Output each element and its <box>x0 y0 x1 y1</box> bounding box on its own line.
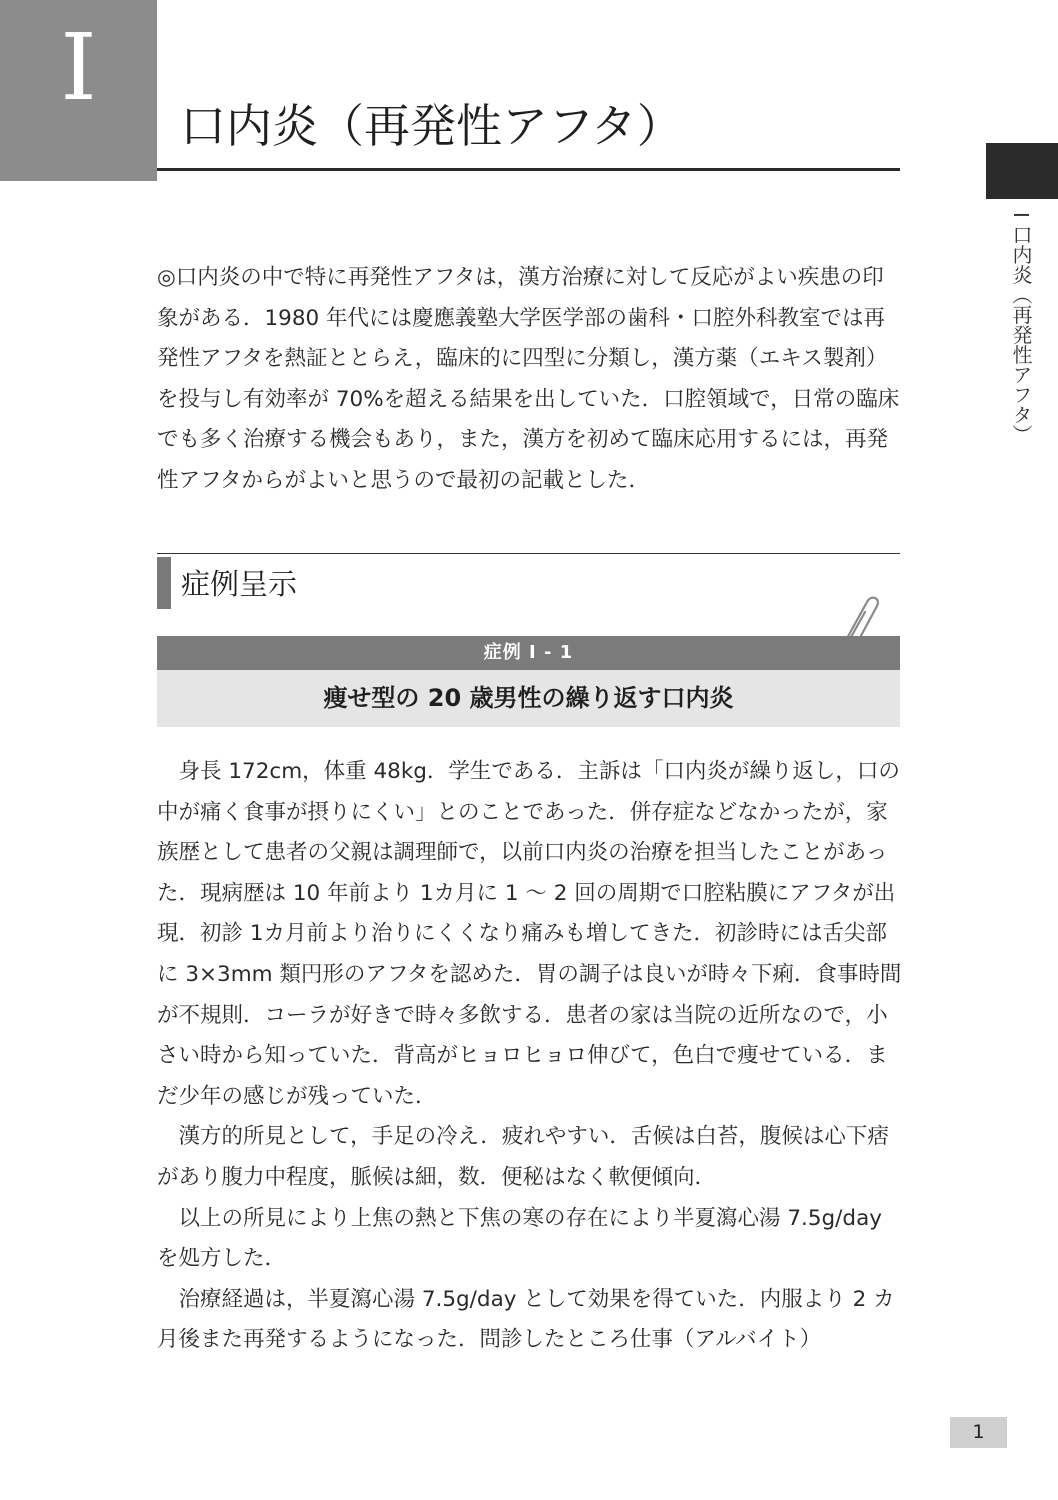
chapter-numeral: I <box>60 14 97 121</box>
section-rule <box>157 553 900 554</box>
intro-paragraph: ◎口内炎の中で特に再発性アフタは，漢方治療に対して反応がよい疾患の印象がある．1980 年代には慶應義塾大学医学部の歯科・口腔外科教室では再発性アフタを熱証ととらえ，臨床的に四型に分類し，漢方薬（エキス製剤）を投与し有効率が 70%を超える結果を出していた．口腔領域で，日常の臨床でも多く治療する機会もあり，また，漢方を初めて臨床応用するには，再発性アフタからがよいと思うので最初の記載とした． <box>157 265 900 493</box>
section-title: 症例呈示 <box>181 567 298 601</box>
page-number: 1 <box>950 1417 1007 1448</box>
case-paragraph-3: 以上の所見により上焦の熱と下焦の寒の存在により半夏瀉心湯 7.5g/day を処方した． <box>157 1205 882 1272</box>
case-paragraph-4: 治療経過は，半夏瀉心湯 7.5g/day として効果を得ていた．内服より 2 カ月後また再発するようになった．問診したところ仕事（アルバイト） <box>157 1286 895 1353</box>
case-paragraph-2: 漢方的所見として，手足の冷え．疲れやすい．舌候は白苔，腹候は心下痞があり腹力中程度，脈候は細，数．便秘はなく軟便傾向． <box>157 1124 889 1190</box>
chapter-number-block <box>0 0 157 181</box>
case-paragraph-1: 身長 172cm，体重 48kg．学生である．主訴は「口内炎が繰り返し，口の中が痛く食事が摂りにくい」とのことであった．併存症などなかったが，家族歴として患者の父親は調理師で，以前口内炎の治療を担当したことがあった．現病歴は 10 年前より 1カ月に 1 ～ 2 回の周期で口腔粘膜にアフタが出現．初診 1カ月前より治りにくくなり痛みも増してきた．初診時には舌尖部に 3×3mm 類円形のアフタを認めた．胃の調子は良いが時々下痢．食事時間が不規則．コーラが好きで時々多飲する．患者の家は当院の近所なので，小さい時から知っていた．背高がヒョロヒョロ伸びて，色白で痩せている．まだ少年の感じが残っていた． <box>157 759 902 1109</box>
case-title-bar: 痩せ型の 20 歳男性の繰り返す口内炎 <box>157 670 900 727</box>
chapter-title: 口内炎（再発性アフタ） <box>180 99 683 153</box>
section-marker <box>157 557 171 609</box>
side-running-title: I 口内炎（再発性アフタ） <box>1009 212 1033 445</box>
side-thumb-tab <box>986 143 1058 199</box>
case-body <box>157 752 902 1361</box>
case-label-bar: 症例 I - 1 <box>157 636 900 670</box>
title-underline <box>157 168 900 171</box>
